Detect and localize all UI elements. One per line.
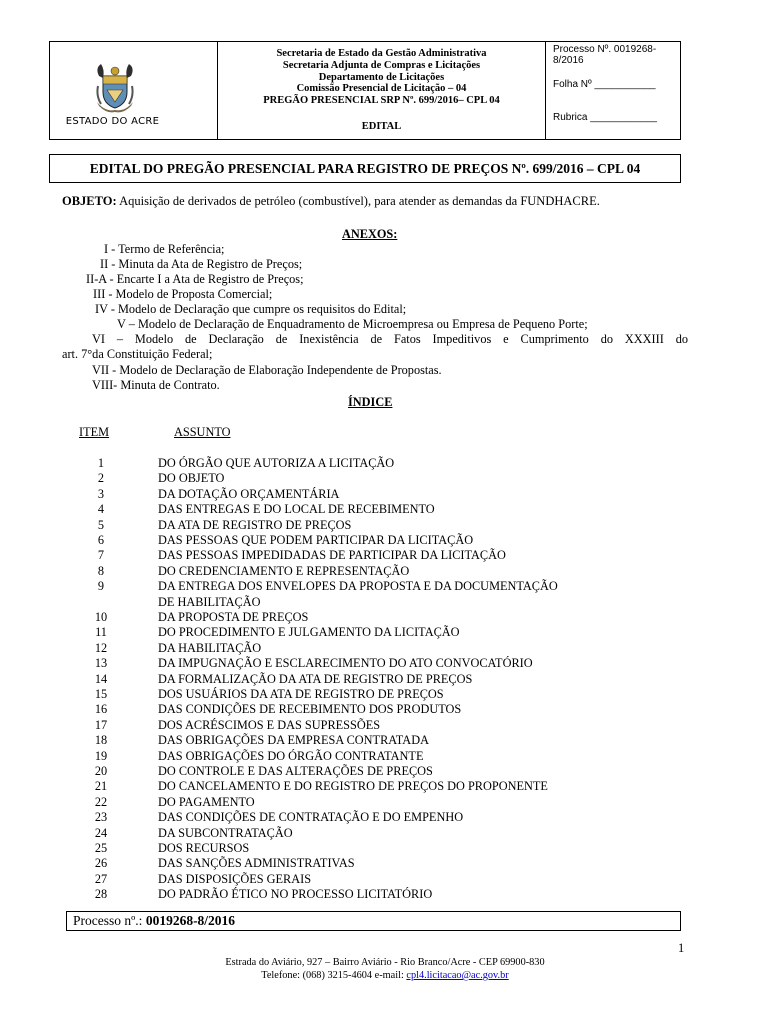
anexo-item: II-A - Encarte I a Ata de Registro de Preços;	[86, 272, 304, 286]
email-link[interactable]: cpl4.licitacao@ac.gov.br	[406, 970, 509, 981]
indice-item-number: 19	[94, 748, 108, 763]
footer-phone: Telefone: (068) 3215-4604 e-mail:	[261, 970, 407, 981]
footer-address: Estrada do Aviário, 927 – Bairro Aviário - Rio Branco/Acre - CEP 69900-830	[225, 957, 545, 968]
indice-item-number: 28	[94, 887, 108, 902]
indice-item-number: 23	[94, 810, 108, 825]
indice-item-subject: DO OBJETO	[158, 471, 225, 486]
indice-item-subject: DA ATA DE REGISTRO DE PREÇOS	[158, 517, 352, 532]
indice-item-number: 16	[94, 702, 108, 717]
indice-item-subject: DO PADRÃO ÉTICO NO PROCESSO LICITATÓRIO	[158, 887, 433, 902]
rubrica-line: Rubrica ____________	[553, 112, 657, 123]
indice-item-subject: DA PROPOSTA DE PREÇOS	[158, 610, 309, 624]
state-logo-area	[50, 42, 217, 139]
indice-item-subject-continued: DE HABILITAÇÃO	[158, 594, 261, 609]
objeto-text: Aquisição de derivados de petróleo (combustível), para atender as demandas da FUNDHACRE.	[116, 194, 600, 208]
anexo-item: V – Modelo de Declaração de Enquadramento de Microempresa ou Empresa de Pequeno Porte;	[117, 317, 588, 331]
indice-item-subject: DOS USUÁRIOS DA ATA DE REGISTRO DE PREÇOS	[158, 687, 444, 701]
indice-item-number: 3	[97, 486, 105, 501]
header-divider	[545, 42, 546, 139]
indice-item-number: 20	[94, 764, 108, 778]
indice-item-number: 7	[97, 548, 105, 563]
indice-item-number: 27	[94, 871, 108, 886]
indice-item-number: 15	[94, 687, 108, 701]
indice-item-number: 14	[94, 671, 108, 686]
header-line: Secretaria de Estado da Gestão Administrativa	[276, 48, 487, 59]
indice-item-subject: DAS OBRIGAÇÕES DO ÓRGÃO CONTRATANTE	[158, 748, 424, 763]
indice-item-subject: DA IMPUGNAÇÃO E ESCLARECIMENTO DO ATO CONVOCATÓRIO	[158, 656, 533, 671]
objeto-paragraph	[62, 194, 600, 209]
indice-item-number: 26	[94, 856, 108, 871]
indice-item-subject: DAS OBRIGAÇÕES DA EMPRESA CONTRATADA	[158, 733, 429, 748]
indice-item-subject: DOS ACRÉSCIMOS E DAS SUPRESSÕES	[158, 717, 381, 732]
indice-item-subject: DA FORMALIZAÇÃO DA ATA DE REGISTRO DE PREÇOS	[158, 671, 473, 686]
header-line: Comissão Presencial de Licitação – 04	[296, 83, 467, 95]
indice-item-number: 25	[94, 841, 108, 855]
indice-heading: ÍNDICE	[348, 395, 393, 409]
indice-item-number: 2	[97, 471, 105, 486]
indice-item-subject: DA SUBCONTRATAÇÃO	[158, 825, 293, 840]
header-institution-block	[218, 48, 545, 107]
processo-value: 0019268-8/2016	[145, 913, 236, 928]
indice-item-subject: DO CREDENCIAMENTO E REPRESENTAÇÃO	[158, 563, 410, 578]
indice-item-subject: DO CANCELAMENTO E DO REGISTRO DE PREÇOS DO PROPONENTE	[158, 779, 548, 794]
indice-item-subject: DAS ENTREGAS E DO LOCAL DE RECEBIMENTO	[158, 502, 435, 517]
indice-item-number: 11	[95, 625, 107, 640]
processo-line	[73, 913, 235, 929]
processo-label: Processo nº.:	[73, 913, 146, 928]
indice-item-number: 18	[94, 733, 108, 748]
indice-col-assunto: ASSUNTO	[174, 425, 231, 439]
anexo-item: I - Termo de Referência;	[104, 242, 225, 256]
indice-item-number: 13	[94, 656, 108, 671]
indice-item-subject: DA ENTREGA DOS ENVELOPES DA PROPOSTA E DA DOCUMENTAÇÃO	[158, 579, 558, 594]
header-line: PREGÃO PRESENCIAL SRP Nº. 699/2016– CPL 04	[263, 95, 500, 107]
indice-item-subject: DO PROCEDIMENTO E JULGAMENTO DA LICITAÇÃO	[158, 625, 460, 640]
process-number-line: Processo Nº. 0019268-8/2016	[553, 44, 657, 66]
indice-item-number: 10	[94, 610, 108, 624]
anexo-item: IV - Modelo de Declaração que cumpre os requisitos do Edital;	[95, 302, 407, 316]
indice-item-number: 4	[97, 502, 105, 517]
anexo-item: VI – Modelo de Declaração de Inexistência de Fatos Impeditivos e Cumprimento do XXXIII do	[92, 332, 688, 346]
document-title: EDITAL DO PREGÃO PRESENCIAL PARA REGISTRO DE PREÇOS Nº. 699/2016 – CPL 04	[89, 161, 641, 176]
page-number: 1	[678, 941, 685, 955]
coat-of-arms-icon	[95, 62, 135, 114]
header-line: Secretaria Adjunta de Compras e Licitações	[282, 59, 481, 71]
state-label: ESTADO DO ACRE	[65, 116, 160, 127]
anexo-item: VII - Modelo de Declaração de Elaboração Independente de Propostas.	[92, 363, 442, 377]
footer-contact	[0, 970, 770, 981]
indice-item-subject: DO CONTROLE E DAS ALTERAÇÕES DE PREÇOS	[158, 764, 433, 778]
indice-item-number: 12	[94, 640, 108, 655]
indice-item-number: 8	[97, 563, 105, 578]
indice-item-number: 17	[94, 717, 108, 732]
document-header	[49, 41, 681, 140]
indice-item-number: 9	[97, 579, 105, 594]
indice-item-subject: DAS CONDIÇÕES DE CONTRATAÇÃO E DO EMPENHO	[158, 810, 464, 825]
anexos-heading: ANEXOS:	[342, 227, 398, 241]
indice-item-subject: DAS SANÇÕES ADMINISTRATIVAS	[158, 856, 355, 871]
indice-item-subject: DAS PESSOAS QUE PODEM PARTICIPAR DA LICITAÇÃO	[158, 533, 474, 547]
indice-item-subject: DAS DISPOSIÇÕES GERAIS	[158, 871, 312, 886]
anexo-item-continued: art. 7°da Constituição Federal;	[62, 347, 213, 361]
indice-item-subject: DAS CONDIÇÕES DE RECEBIMENTO DOS PRODUTOS	[158, 702, 462, 717]
indice-item-number: 24	[94, 825, 108, 840]
indice-item-subject: DA HABILITAÇÃO	[158, 640, 262, 655]
indice-item-number: 5	[97, 517, 105, 532]
indice-item-number: 22	[94, 794, 108, 809]
indice-item-number: 21	[94, 779, 108, 794]
indice-item-subject: DA DOTAÇÃO ORÇAMENTÁRIA	[158, 486, 340, 501]
indice-item-subject: DAS PESSOAS IMPEDIDADAS DE PARTICIPAR DA LICITAÇÃO	[158, 548, 506, 563]
objeto-label: OBJETO:	[62, 194, 117, 208]
anexo-item: VIII- Minuta de Contrato.	[92, 378, 220, 392]
indice-item-subject: DOS RECURSOS	[158, 841, 250, 855]
indice-item-number: 6	[97, 533, 105, 547]
anexo-item: II - Minuta da Ata de Registro de Preços;	[100, 257, 303, 271]
edital-label: EDITAL	[361, 121, 402, 132]
indice-item-subject: DO ÓRGÃO QUE AUTORIZA A LICITAÇÃO	[158, 456, 395, 470]
indice-item-number: 1	[97, 456, 105, 470]
anexo-item: III - Modelo de Proposta Comercial;	[93, 287, 273, 301]
header-line: Departamento de Licitações	[318, 71, 445, 83]
indice-item-subject: DO PAGAMENTO	[158, 794, 255, 809]
folha-line: Folha Nº ___________	[553, 79, 656, 90]
indice-col-item: ITEM	[79, 425, 110, 439]
